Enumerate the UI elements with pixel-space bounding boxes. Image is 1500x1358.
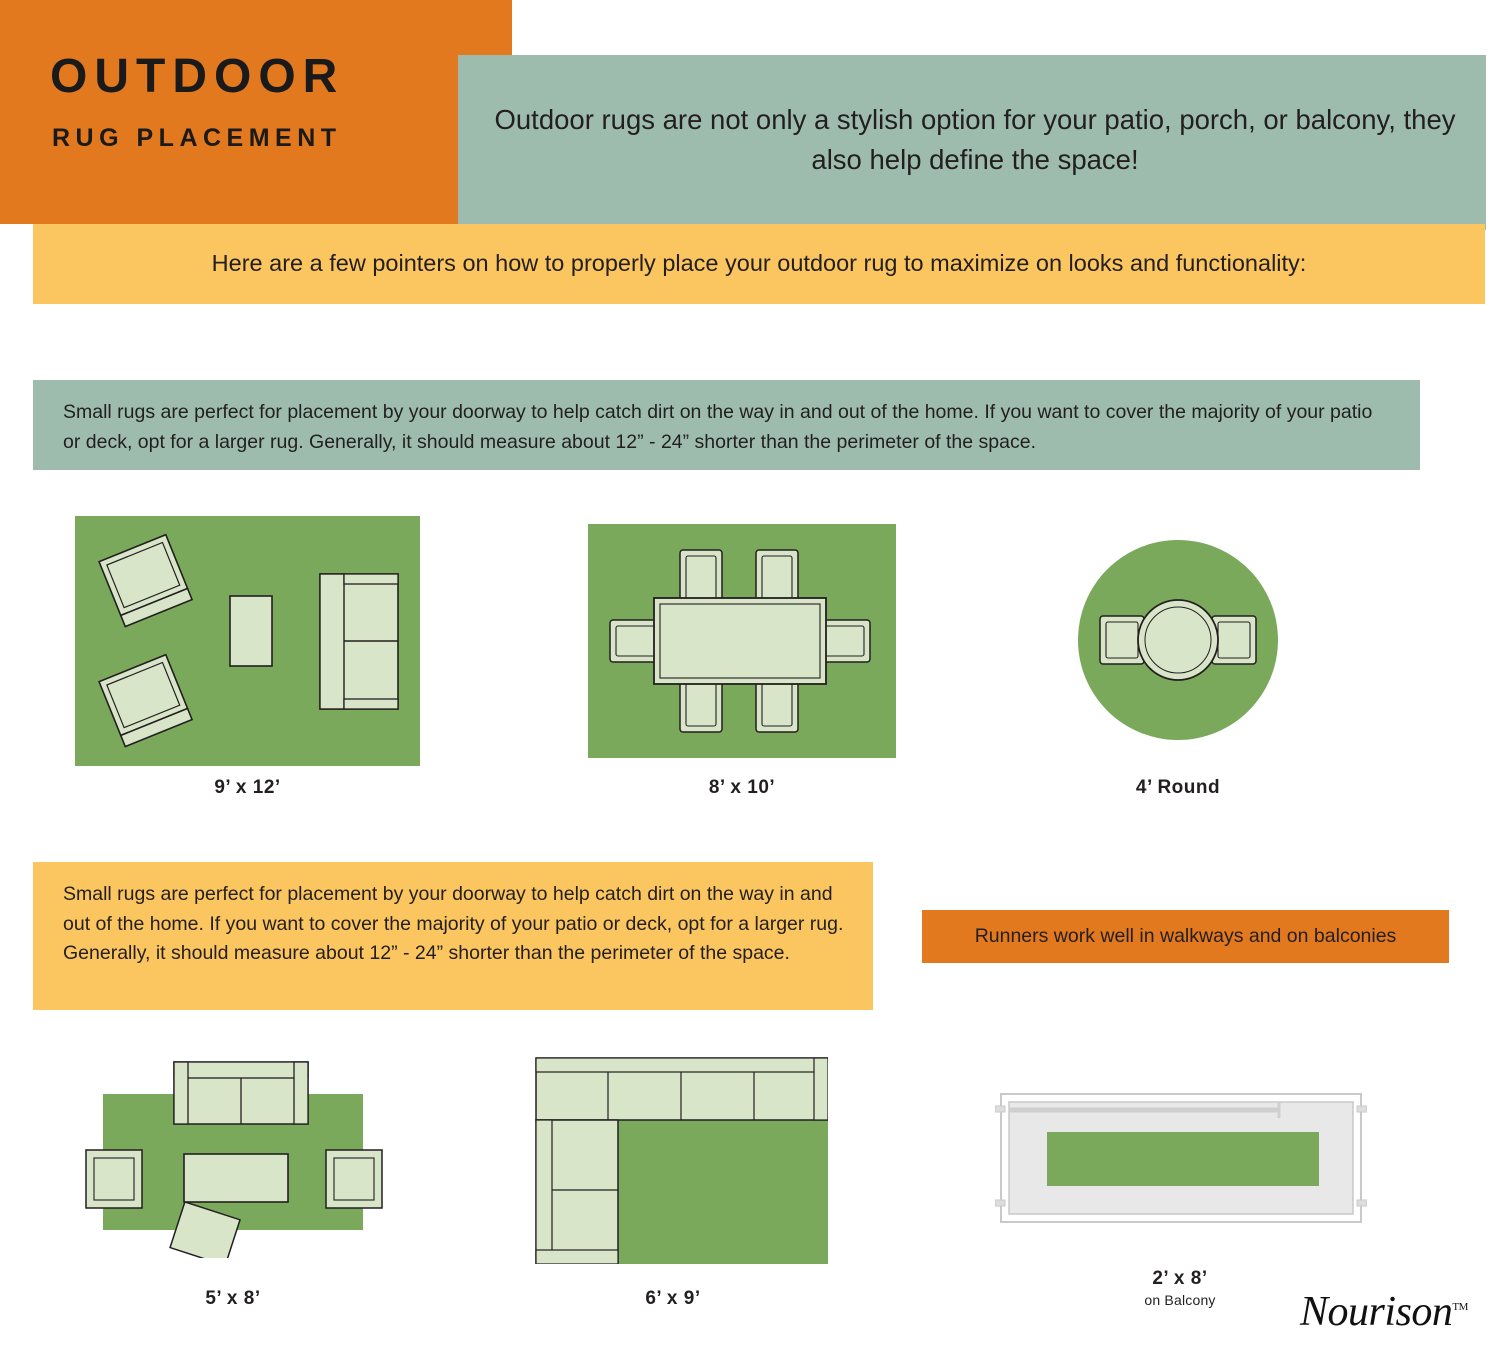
caption-runner-2x8-balcony-sub: on Balcony	[1144, 1292, 1216, 1308]
diagram-living-set-9x12	[75, 516, 420, 766]
diagram-sectional-6x9	[518, 1052, 828, 1264]
brand-logo	[1300, 1288, 1468, 1336]
caption-living-set-9x12: 9’ x 12’	[214, 777, 281, 798]
diagram-dining-set-8x10	[588, 524, 896, 758]
runner-note-text: Runners work well in walkways and on balconies	[974, 925, 1397, 947]
intro-text: Outdoor rugs are not only a stylish option for your patio, porch, or balcony, they also help define the space!	[494, 104, 1456, 175]
brand-name: Nourison	[1300, 1289, 1453, 1335]
section-one-note-text: Small rugs are perfect for placement by your doorway to help catch dirt on the way in and out of the home. If you want to cover the majority of your patio or deck, opt for a larger rug. Generally, it should measure about 12” - 24” shorter than the perimeter of the space.	[63, 401, 1373, 453]
caption-runner-2x8-balcony: 2’ x 8’	[1152, 1268, 1208, 1289]
diagram-round-bistro-4ft	[1078, 540, 1278, 740]
caption-sectional-6x9: 6’ x 9’	[645, 1288, 701, 1309]
pointers-text: Here are a few pointers on how to properly place your outdoor rug to maximize on looks and functionality:	[211, 250, 1307, 276]
caption-sofa-chairs-5x8: 5’ x 8’	[205, 1288, 261, 1309]
brand-tm: TM	[1452, 1301, 1468, 1313]
section-two-note-text: Small rugs are perfect for placement by your doorway to help catch dirt on the way in and out of the home. If you want to cover the majority of your patio or deck, opt for a larger rug. Generally, it should measure about 12” - 24” shorter than the perimeter of the space.	[63, 883, 844, 965]
page-title: OUTDOOR	[50, 50, 345, 103]
caption-round-bistro-4ft: 4’ Round	[1135, 777, 1221, 798]
diagram-sofa-chairs-5x8	[78, 1058, 388, 1258]
diagram-runner-2x8-balcony	[995, 1088, 1367, 1238]
caption-dining-set-8x10: 8’ x 10’	[708, 777, 776, 798]
page-subtitle: RUG PLACEMENT	[52, 124, 342, 152]
header-title-panel	[0, 0, 512, 224]
